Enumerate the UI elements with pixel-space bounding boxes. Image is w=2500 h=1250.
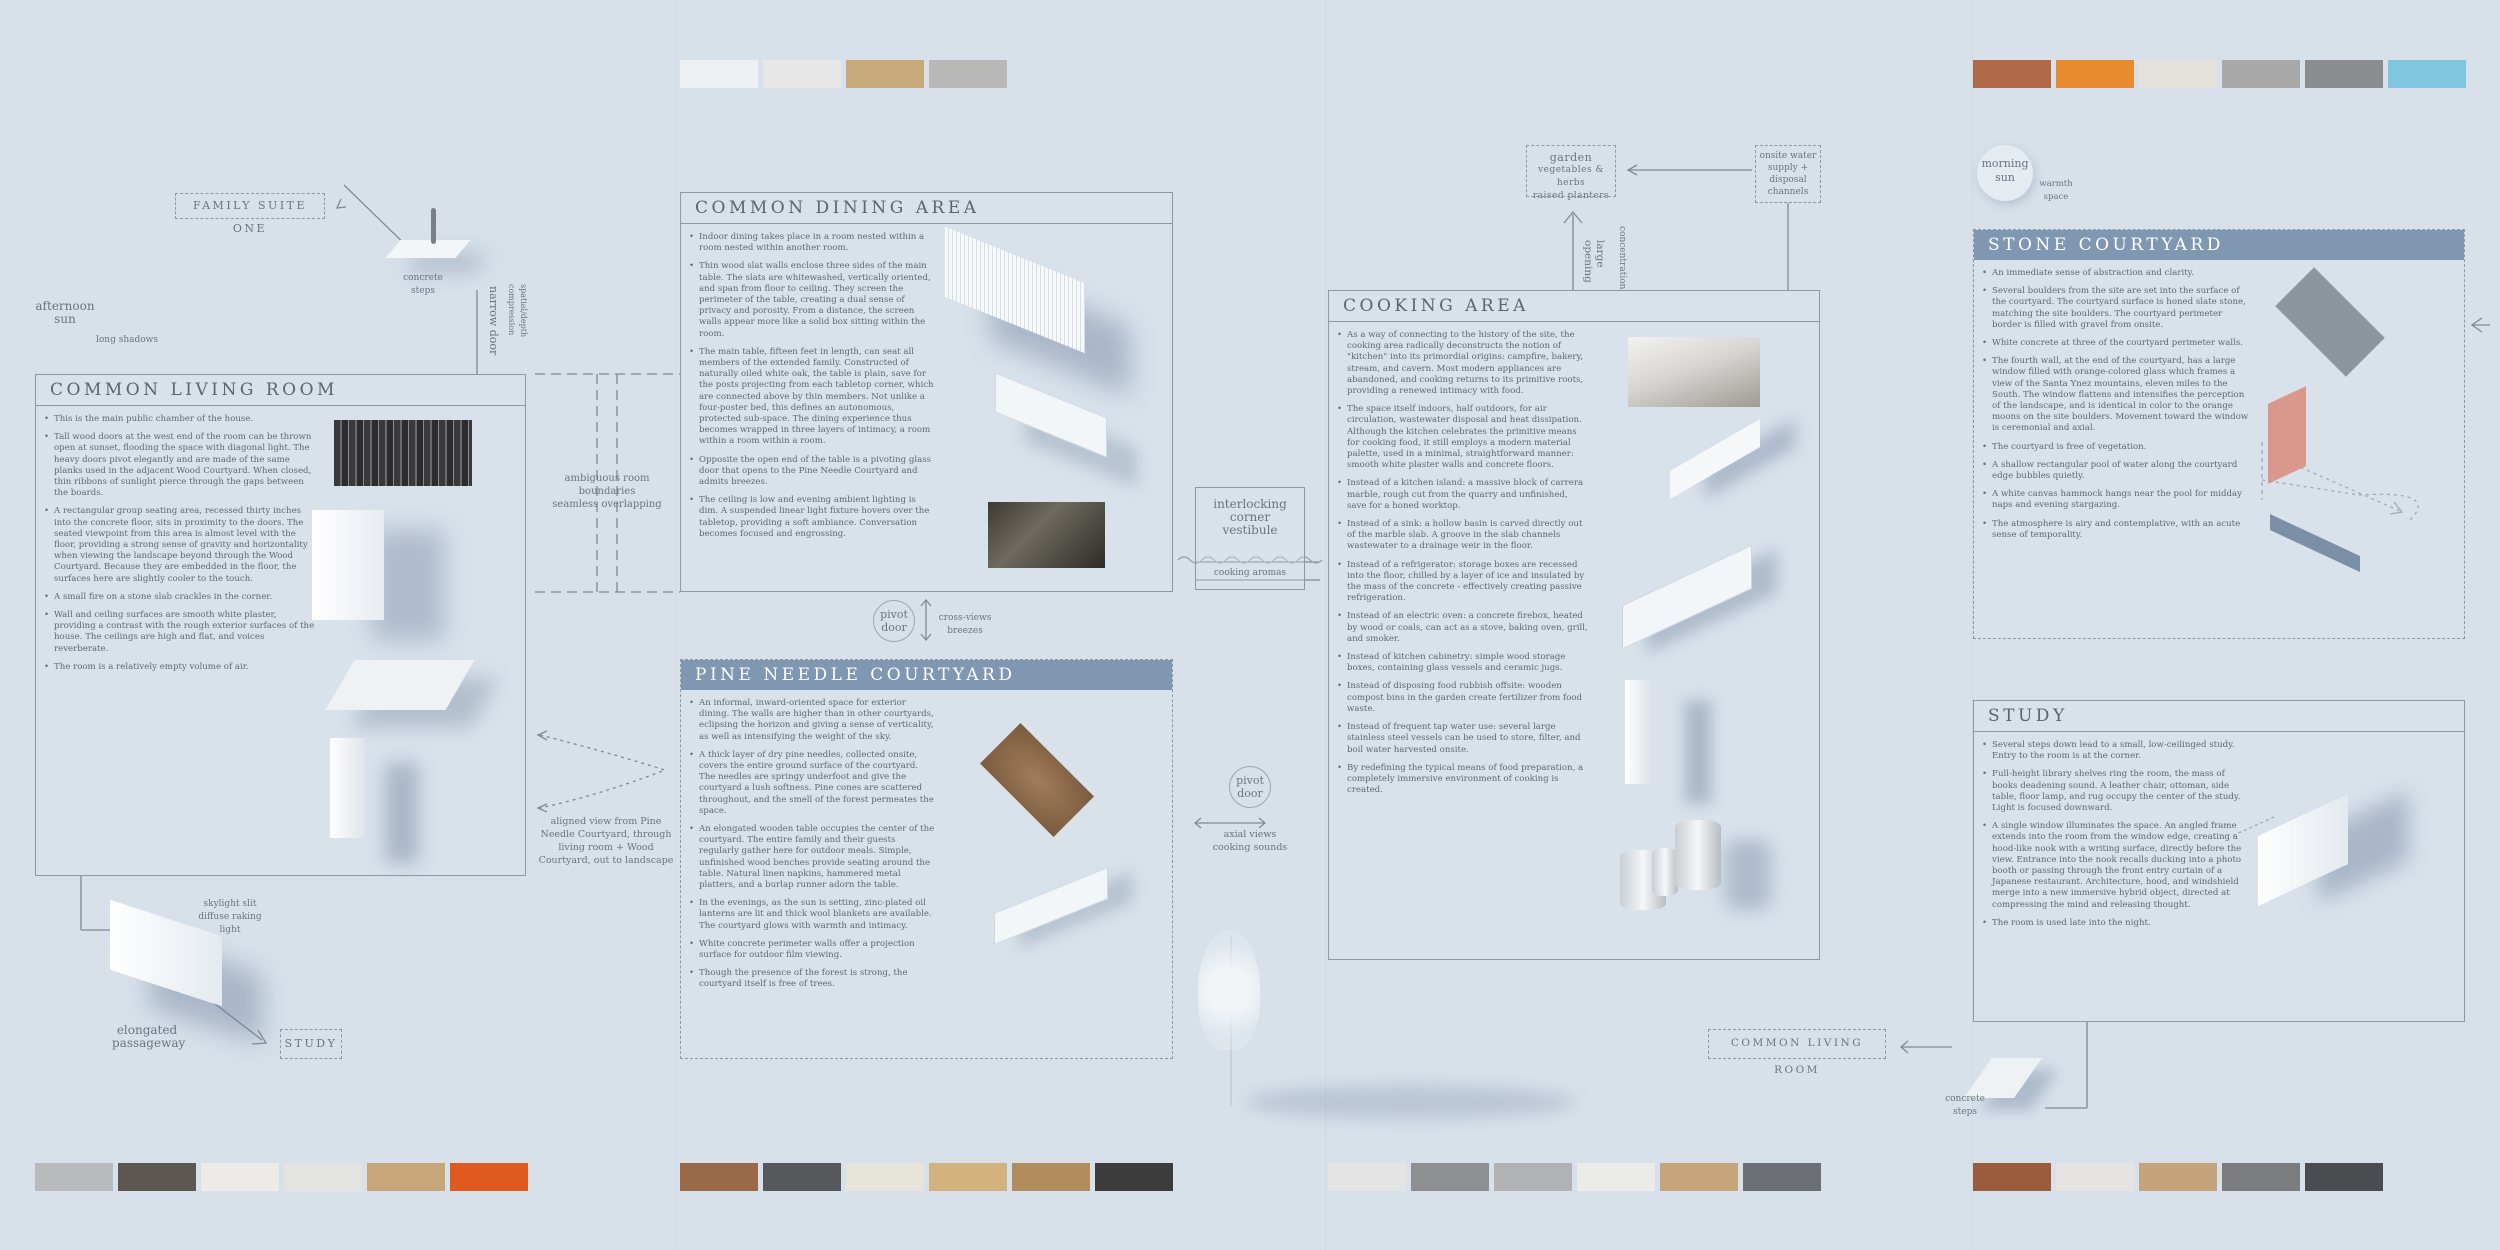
material-swatch — [680, 60, 758, 88]
bullet: • Opposite the open end of the table is a pivoting glass door that opens to the Pine Needle Courtyard and admits breezes. — [699, 455, 936, 489]
bullet: • A small fire on a stone slab crackles in the corner. — [54, 592, 316, 603]
common-living-room-tag: COMMON LIVING ROOM — [1708, 1029, 1886, 1059]
material-swatch — [763, 1163, 841, 1191]
pivot-door-circle: pivot door — [1229, 766, 1271, 808]
bullet: • This is the main public chamber of the house. — [54, 414, 316, 425]
bullet: • Instead of a refrigerator: storage boxes are recessed into the floor, chilled by a layer of ice and insulated by the mass of the concrete - effectively creating passive refrigeration. — [1347, 560, 1589, 605]
afternoon-sun-label: afternoon sun — [35, 299, 95, 326]
bullet: • Several boulders from the site are set into the surface of the courtyard. The courtyard surface is honed slate stone, matching the site boulders. The courtyard perimeter border is filled with gravel from onsite. — [1992, 286, 2250, 331]
cooking-bullets — [1329, 330, 1589, 796]
bullet: • White concrete perimeter walls offer a projection surface for outdoor film viewing. — [699, 939, 936, 961]
bullet: • A white canvas hammock hangs near the pool for midday naps and evening stargazing. — [1992, 489, 2250, 511]
study-bullets — [1974, 740, 2250, 929]
tree-icon — [1198, 930, 1260, 1050]
material-swatch — [2305, 1163, 2383, 1191]
material-swatch — [284, 1163, 362, 1191]
material-swatch — [1973, 1163, 2051, 1191]
material-swatch — [846, 1163, 924, 1191]
ambiguous-boundaries-label: ambiguous room boundaries seamless overlapping — [552, 473, 662, 510]
bullet: • Wall and ceiling surfaces are smooth white plaster, providing a contrast with the rough exterior surfaces of the house. The ceilings are high and flat, and voices reverberate. — [54, 610, 316, 655]
spatial-compression-label: spatial/depth compression — [507, 284, 528, 338]
material-swatch — [846, 60, 924, 88]
material-swatch — [929, 1163, 1007, 1191]
material-swatch — [680, 1163, 758, 1191]
skylight-label: skylight slit diffuse raking light — [198, 899, 262, 935]
bullet: • An elongated wooden table occupies the center of the courtyard. The entire family and their guests regularly gather here for outdoor meals. Simple, unfinished wood benches provide seating around the table. Natural linen napkins, hammered metal platters, and a burlap runner adorn the table. — [699, 824, 936, 891]
garden-label: garden — [1549, 151, 1593, 164]
elongated-passageway-label: elongated passageway — [112, 1023, 186, 1050]
material-swatch — [1743, 1163, 1821, 1191]
material-swatch — [1577, 1163, 1655, 1191]
pivot-doors-model — [312, 510, 384, 620]
material-swatch — [1095, 1163, 1173, 1191]
cooking-title: COOKING AREA — [1329, 291, 1819, 322]
dining-bullets — [681, 232, 936, 540]
bullet: • The room is a relatively empty volume of air. — [54, 662, 316, 673]
material-swatch — [2056, 1163, 2134, 1191]
large-opening-label: large opening — [1582, 240, 1606, 283]
bullet: • Though the presence of the forest is strong, the courtyard itself is free of trees. — [699, 968, 936, 990]
bullet: • Instead of an electric oven: a concrete firebox, heated by wood or coals, can act as a stove, baking oven, grill, and smoker. — [1347, 611, 1589, 645]
tree-shadow — [1245, 1085, 1575, 1119]
axial-views-label: axial views cooking sounds — [1212, 829, 1288, 853]
material-swatch — [929, 60, 1007, 88]
onsite-water-box: onsite water supply + disposal channels — [1755, 145, 1821, 203]
stone-title: STONE COURTYARD — [1974, 230, 2464, 260]
bullet: • Instead of kitchen cabinetry: simple wood storage boxes, containing glass vessels and ceramic jugs. — [1347, 652, 1589, 674]
material-swatch — [35, 1163, 113, 1191]
study-panel — [1973, 700, 2465, 1022]
vestibule-label: interlocking corner vestibule — [1213, 497, 1287, 537]
dining-title: COMMON DINING AREA — [681, 193, 1172, 224]
concrete-steps-label: concrete steps — [403, 273, 443, 296]
morning-sun-circle: morning sun — [1977, 145, 2033, 201]
bullet: • An informal, inward-oriented space for exterior dining. The walls are higher than in other courtyards, eclipsing the horizon and giving a sense of verticality, as well as intensifying the weight of the sky. — [699, 698, 936, 743]
bullet: • Several steps down lead to a small, low-ceilinged study. Entry to the room is at the corner. — [1992, 740, 2250, 762]
family-suite-tag: FAMILY SUITE ONE — [175, 193, 325, 219]
marble-photo — [1628, 337, 1760, 407]
bullet: • The space itself indoors, half outdoors, for air circulation, wastewater disposal and heat dissipation. Although the kitchen celebrates the primitive means for cooking food, it still employs a modern material palette, used in a minimal, straightforward manner: smooth white plaster walls and concrete floors. — [1347, 404, 1589, 471]
firebox-model — [1625, 680, 1651, 784]
bullet: • The ceiling is low and evening ambient lighting is dim. A suspended linear light fixture hovers over the tabletop, providing a soft ambiance. Conversation becomes focused and engrossing. — [699, 495, 936, 540]
bullet: • A thick layer of dry pine needles, collected onsite, covers the entire ground surface of the courtyard. The needles are springy underfoot and give the courtyard a lush softness. Pine cones are scattered throughout, and the smell of the forest permeates the space. — [699, 750, 936, 817]
bullet: • The main table, fifteen feet in length, can seat all members of the extended family. Constructed of naturally oiled white oak, the table is plain, save for the posts projecting from each tabletop corner, which are connected above by thin members. Not unlike a four-poster bed, this defines an autonomous, protected sub-space. The dining experience thus becomes wrapped in three layers of intimacy, a room within a room within a room. — [699, 347, 936, 448]
bullet: • Instead of disposing food rubbish offsite: wooden compost bins in the garden create fertilizer from food waste. — [1347, 681, 1589, 715]
bullet: • In the evenings, as the sun is setting, zinc-plated oil lanterns are lit and thick wool blankets are available. The courtyard glows with warmth and intimacy. — [699, 898, 936, 932]
material-swatch — [2056, 60, 2134, 88]
living-room-bullets — [36, 414, 316, 673]
long-shadows-label: long shadows — [96, 335, 158, 345]
material-swatch — [1494, 1163, 1572, 1191]
material-swatch — [201, 1163, 279, 1191]
bullet: • The room is used late into the night. — [1992, 918, 2250, 929]
study-title: STUDY — [1974, 701, 2464, 732]
concentration-label: concentration — [1617, 226, 1627, 290]
pine-bullets — [681, 698, 936, 991]
fireplace-model — [330, 738, 364, 838]
material-swatch — [1411, 1163, 1489, 1191]
concrete-steps-label: concrete steps — [1945, 1094, 1985, 1117]
aligned-view-label: aligned view from Pine Needle Courtyard, through living room + Wood Courtyard, out to landscape — [538, 816, 674, 866]
bullet: • A rectangular group seating area, recessed thirty inches into the concrete floor, sits in proximity to the doors. The seated viewpoint from this area is almost level with the floor, providing a strong sense of gravity and horizontality when viewing the landscape beyond through the Wood Courtyard. Because they are embedded in the floor, the surfaces here are slightly cooler to the touch. — [54, 506, 316, 584]
material-swatch — [1328, 1163, 1406, 1191]
bullet: • Full-height library shelves ring the room, the mass of books deadening sound. A leather chair, ottoman, side table, floor lamp, and rug occupy the center of the study. Light is focused downward. — [1992, 769, 2250, 814]
material-swatch — [1973, 60, 2051, 88]
bullet: • Instead of a kitchen island: a massive block of carrera marble, rough cut from the quarry and unfinished, save for a honed worktop. — [1347, 478, 1589, 512]
living-room-title: COMMON LIVING ROOM — [36, 375, 525, 406]
pine-panel — [680, 659, 1173, 1059]
bullet: • The courtyard is free of vegetation. — [1992, 442, 2250, 453]
living-room-photo — [334, 420, 472, 486]
material-swatch — [2222, 60, 2300, 88]
person-figure — [431, 208, 436, 244]
cross-views-label: cross-views breezes — [938, 613, 992, 636]
bullet: • Tall wood doors at the west end of the room can be thrown open at sunset, flooding the space with diagonal light. The heavy doors pivot elegantly and are made of the same planks used in the adjacent Wood Courtyard. When closed, thin ribbons of sunlight pierce through the gaps between the boards. — [54, 432, 316, 499]
bullet: • By redefining the typical means of food preparation, a completely immersive environment of cooking is created. — [1347, 763, 1589, 797]
material-swatch — [1012, 1163, 1090, 1191]
bullet: • Instead of frequent tap water use: several large stainless steel vessels can be used to store, filter, and boil water harvested onsite. — [1347, 722, 1589, 756]
bullet: • Indoor dining takes place in a room nested within a room nested within another room. — [699, 232, 936, 254]
material-swatch — [2305, 60, 2383, 88]
material-swatch — [2222, 1163, 2300, 1191]
steel-vessel-model — [1675, 820, 1721, 890]
garden-sub-label: vegetables & herbs raised planters — [1532, 165, 1610, 201]
bullet: • An immediate sense of abstraction and clarity. — [1992, 268, 2250, 279]
material-swatch — [2388, 60, 2466, 88]
bullet: • A shallow rectangular pool of water along the courtyard edge bubbles quietly. — [1992, 460, 2250, 482]
warmth-space-label: warmth space — [2039, 179, 2073, 202]
material-swatch — [1660, 1163, 1738, 1191]
narrow-door-label: narrow door — [487, 286, 500, 356]
garden-box — [1526, 145, 1616, 201]
material-swatch — [367, 1163, 445, 1191]
stone-bullets — [1974, 268, 2250, 541]
bullet: • Thin wood slat walls enclose three sides of the main table. The slats are whitewashed, vertically oriented, and span from floor to ceiling. They screen the perimeter of the table, creating a dual sense of privacy and porosity. From a distance, the screen walls appear more like a solid box sitting within the room. — [699, 261, 936, 339]
material-swatch — [763, 60, 841, 88]
bullet: • The atmosphere is airy and contemplative, with an acute sense of temporality. — [1992, 519, 2250, 541]
bullet: • A single window illuminates the space. An angled frame extends into the room from the window edge, creating a hood-like nook with a writing surface, directly before the view. Entrance into the nook recalls ducking into a photo booth or passing through the front entry curtain of a Japanese restaurant. Architecture, hood, and windshield merge into a new immersive hybrid object, directed at compressing the mind and releasing thought. — [1992, 821, 2250, 911]
cooking-aromas-label: cooking aromas — [1213, 568, 1287, 578]
stone-panel — [1973, 229, 2465, 639]
bullet: • As a way of connecting to the history of the site, the cooking area radically deconstructs the notion of "kitchen" into its primordial origins: campfire, bakery, stream, and cavern. Most modern appliances are abandoned, and cooking returns to its primitive roots, providing a renewed intimacy with food. — [1347, 330, 1589, 397]
pivot-door-circle: pivot door — [873, 600, 915, 642]
material-swatch — [118, 1163, 196, 1191]
material-swatch — [450, 1163, 528, 1191]
pine-title: PINE NEEDLE COURTYARD — [681, 660, 1172, 690]
material-swatch — [2139, 60, 2217, 88]
bullet: • White concrete at three of the courtyard perimeter walls. — [1992, 338, 2250, 349]
bullet: • The fourth wall, at the end of the courtyard, has a large window filled with orange-colored glass which frames a view of the Santa Ynez mountains, eleven miles to the South. The window flattens and intensifies the perception of the landscape, and is identical in color to the orange moons on the site boulders. Movement toward the window is ceremonial and axial. — [1992, 356, 2250, 434]
material-swatch — [2139, 1163, 2217, 1191]
dining-photo — [988, 502, 1105, 568]
bullet: • Instead of a sink: a hollow basin is carved directly out of the marble slab. A groove in the slab channels wastewater to a drainage weir in the floor. — [1347, 519, 1589, 553]
study-tag: STUDY — [280, 1029, 342, 1059]
